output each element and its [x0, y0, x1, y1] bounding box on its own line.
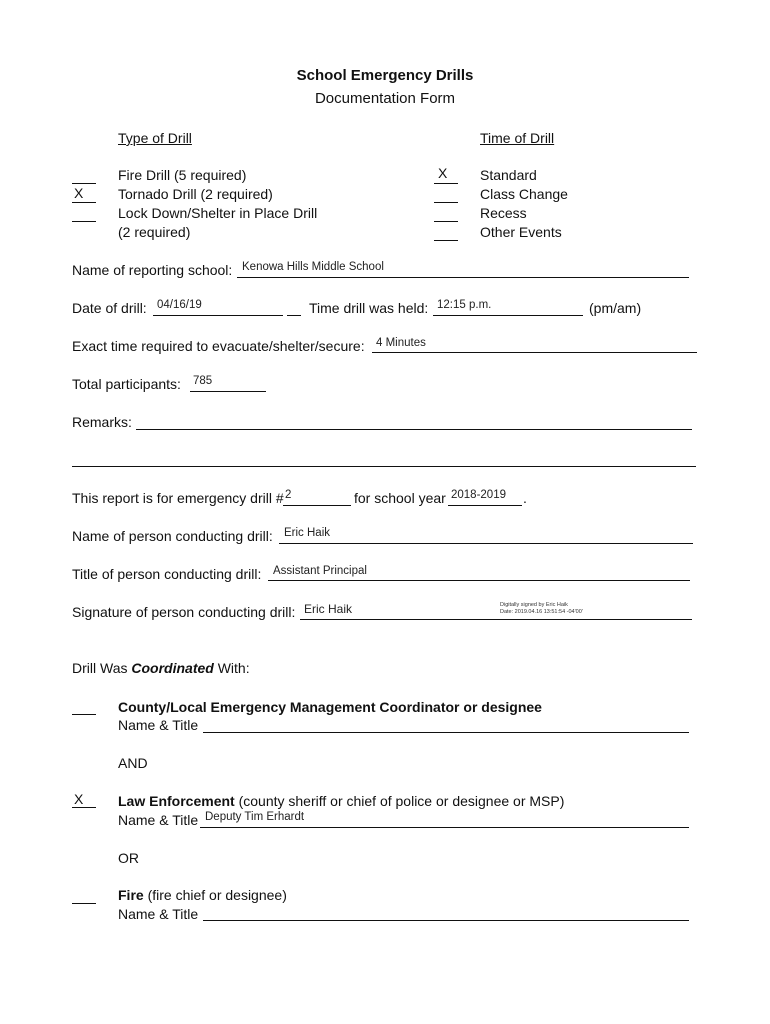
school-value: Kenowa Hills Middle School	[242, 261, 384, 273]
time-of-drill-heading: Time of Drill	[480, 130, 555, 146]
law-checkbox[interactable]	[72, 807, 96, 808]
signature-input[interactable]	[300, 619, 692, 620]
date-input[interactable]	[153, 315, 283, 316]
time-suffix: (pm/am)	[589, 300, 642, 316]
date-value: 04/16/19	[157, 299, 202, 311]
time-held-input[interactable]	[433, 315, 583, 316]
standard-checkbox[interactable]	[434, 183, 458, 184]
fire-drill-checkbox[interactable]	[72, 183, 96, 184]
fire-label-rest: (fire chief or designee)	[143, 887, 287, 903]
evac-time-input[interactable]	[372, 352, 697, 353]
signature-meta	[500, 602, 583, 616]
other-events-checkbox[interactable]	[434, 240, 458, 241]
participants-value: 785	[193, 375, 213, 387]
evac-time-label: Exact time required to evacuate/shelter/secure:	[72, 338, 365, 354]
recess-checkbox[interactable]	[434, 221, 458, 222]
date-input-extension	[287, 315, 301, 316]
drill-number-input[interactable]	[283, 505, 351, 506]
tornado-drill-mark: X	[74, 185, 84, 201]
signature-value: Eric Haik	[304, 602, 353, 616]
signature-meta-line-1: Digitally signed by Eric Haik	[500, 602, 568, 608]
fire-drill-label: Fire Drill (5 required)	[118, 167, 247, 183]
standard-label: Standard	[480, 167, 537, 183]
time-held-label: Time drill was held:	[309, 300, 429, 316]
school-input[interactable]	[237, 277, 689, 278]
conductor-title-value: Assistant Principal	[273, 565, 367, 577]
signature-label: Signature of person conducting drill:	[72, 604, 296, 620]
county-checkbox[interactable]	[72, 714, 96, 715]
fire-label	[118, 887, 287, 903]
participants-input[interactable]	[190, 391, 266, 392]
coordinated-heading-em: Coordinated	[131, 660, 214, 676]
other-events-label: Other Events	[480, 224, 562, 240]
form-subtitle: Documentation Form	[314, 90, 456, 107]
conductor-label: Name of person conducting drill:	[72, 528, 273, 544]
law-label-bold: Law Enforcement	[118, 793, 235, 809]
form-title: School Emergency Drills	[296, 67, 474, 84]
school-year-value: 2018-2019	[451, 489, 506, 501]
coordinated-heading-pre: Drill Was	[72, 660, 132, 676]
coordinated-heading-post: With:	[213, 660, 250, 676]
standard-mark: X	[438, 165, 448, 181]
lockdown-required-label: (2 required)	[118, 224, 191, 240]
county-name-input[interactable]	[203, 732, 689, 733]
class-change-checkbox[interactable]	[434, 202, 458, 203]
report-prefix: This report is for emergency drill #	[72, 490, 284, 506]
law-label-rest: (county sheriff or chief of police or designee or MSP)	[234, 793, 565, 809]
fire-checkbox[interactable]	[72, 903, 96, 904]
school-year-label: for school year	[354, 490, 446, 506]
and-label: AND	[118, 755, 148, 771]
school-year-input[interactable]	[448, 505, 522, 506]
type-of-drill-heading: Type of Drill	[118, 130, 192, 146]
or-label: OR	[118, 850, 139, 866]
remarks-input[interactable]	[136, 429, 692, 430]
tornado-drill-label: Tornado Drill (2 required)	[118, 186, 273, 202]
tornado-drill-checkbox[interactable]	[72, 202, 96, 203]
evac-time-value: 4 Minutes	[376, 337, 426, 349]
class-change-label: Class Change	[480, 186, 568, 202]
fire-name-input[interactable]	[203, 920, 689, 921]
law-name-label: Name & Title	[118, 812, 199, 828]
date-label: Date of drill:	[72, 300, 147, 316]
law-name-value: Deputy Tim Erhardt	[205, 811, 305, 823]
fire-label-bold: Fire	[118, 887, 144, 903]
school-label: Name of reporting school:	[72, 262, 233, 278]
time-held-value: 12:15 p.m.	[437, 299, 492, 311]
fire-name-label: Name & Title	[118, 906, 199, 922]
law-label	[118, 793, 564, 809]
recess-label: Recess	[480, 205, 527, 221]
county-name-label: Name & Title	[118, 717, 199, 733]
coordinated-heading	[72, 660, 250, 676]
signature-meta-line-2: Date: 2019.04.16 13:51:54 -04'00'	[500, 609, 583, 615]
participants-label: Total participants:	[72, 376, 181, 392]
law-name-input[interactable]	[200, 827, 689, 828]
report-end: .	[523, 490, 527, 506]
conductor-title-input[interactable]	[268, 580, 690, 581]
drill-number-value: 2	[285, 489, 292, 501]
lockdown-drill-label: Lock Down/Shelter in Place Drill	[118, 205, 318, 221]
county-label: County/Local Emergency Management Coordinator or designee	[118, 699, 542, 715]
remarks-label: Remarks:	[72, 414, 132, 430]
remarks-input-line-2[interactable]	[72, 466, 696, 467]
lockdown-drill-checkbox[interactable]	[72, 221, 96, 222]
conductor-input[interactable]	[279, 543, 693, 544]
law-mark: X	[74, 791, 84, 807]
conductor-value: Eric Haik	[284, 527, 331, 539]
conductor-title-label: Title of person conducting drill:	[72, 566, 262, 582]
